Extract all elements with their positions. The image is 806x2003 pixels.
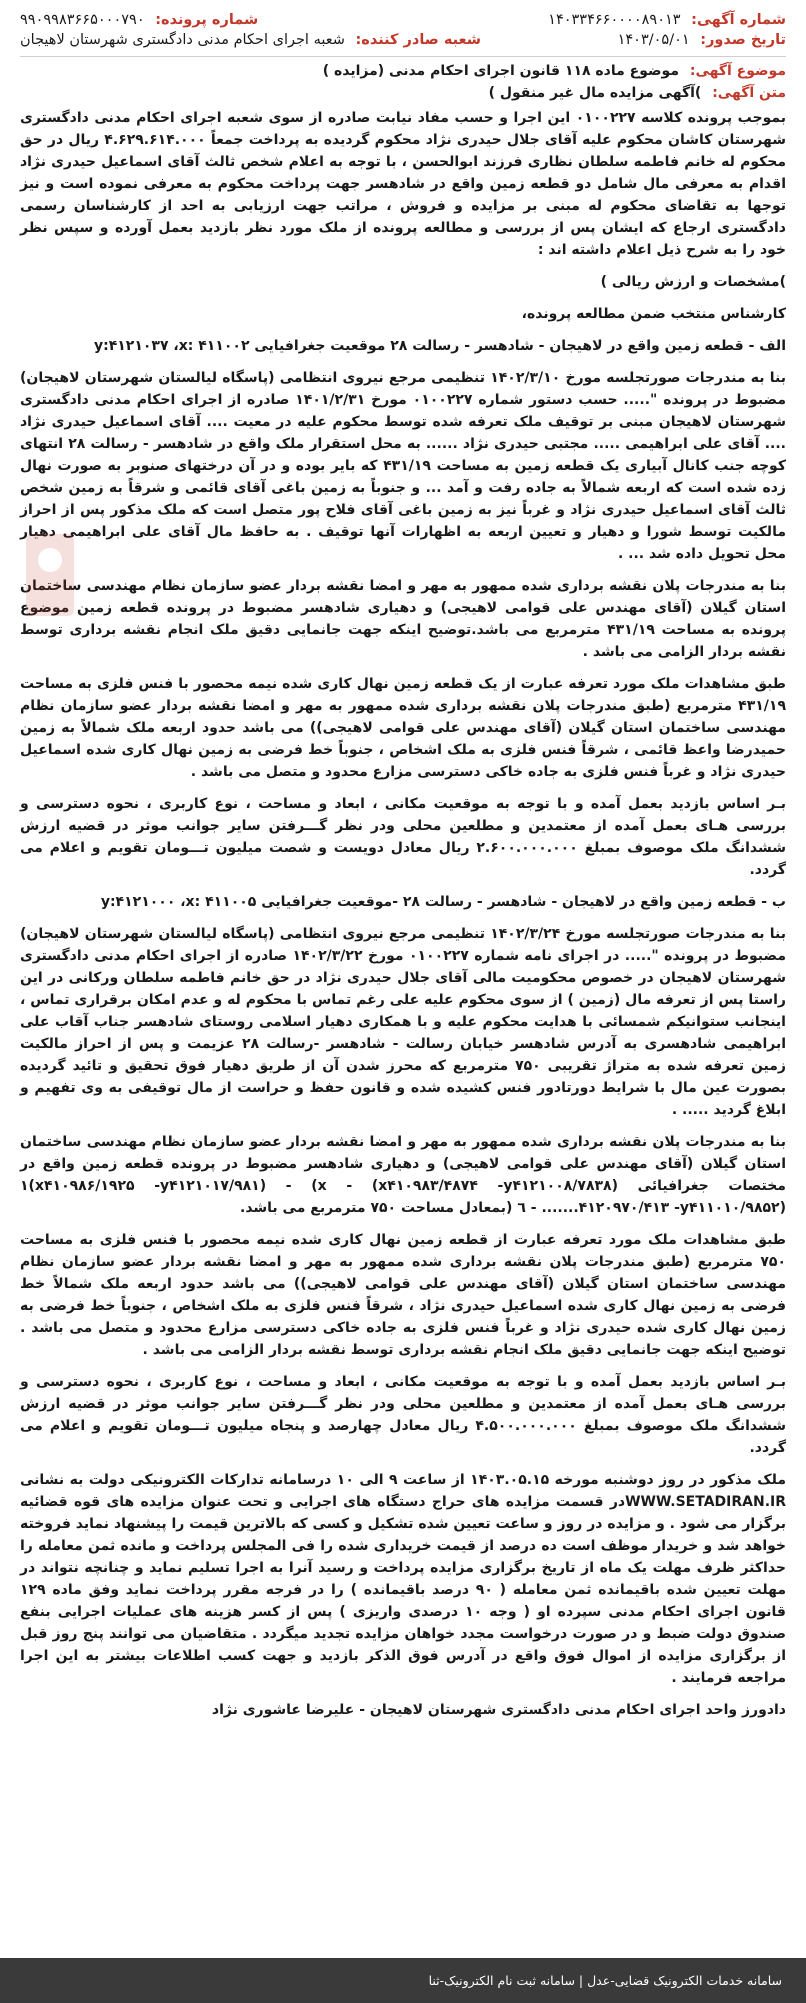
meta-row-2 <box>20 32 786 48</box>
logo-watermark-icon <box>22 530 78 620</box>
paragraph: ملک مذکور در روز دوشنبه مورخه ۱۴۰۳.۰۵.۱۵ از ساعت ۹ الی ۱۰ درسامانه تدارکات الکترونیکی دولت به نشانی WWW.SETADIRAN.IRدر قسمت مزایده های حراج دستگاه های اجرایی و تحت عنوان مزایده های قوه قضائیه برگزار می شود . و مزایده در روز و ساعت تعیین شده تشکیل و کسی که بالاترین قیمت را پیشنهاد نماید فروخته خواهد شد و خریدار موظف است ده درصد از قیمت خریداری شده را فی المجلس پرداخت و مانده ثمن معامله را حداکثر ظرف مهلت یک ماه از تاریخ برگزاری مزایده پرداخت و رسید آنرا به اجرا تسلیم نماید و چنانچه نتواند در مهلت تعیین شده باقیمانده ثمن معامله ( ۹۰ درصد باقیمانده ) را در فرجه مقرر پرداخت نماید وفق ماده ۱۲۹ قانون اجرای احکام مدنی سپرده او ( وجه ۱۰ درصدی واریزی ) پس از کسر هزینه های عملیات اجرایی بنفع صندوق دولت ضبط و در صورت درخواست مجدد خواهان مزایده تجدید میگردد . متقاضیان می توانند پنج روز قبل از برگزاری مزایده از اموال فوق واقع در آدرس فوق الذکر بازدید و جهت کسب اطلاعات بیشتر به این اجرا مراجعه فرمایند . <box>20 1472 787 1686</box>
notice-body <box>20 107 786 1721</box>
paragraph: بـر اساس بازدید بعمل آمده و با توجه به موقعیت مکانی ، ابعاد و مساحت ، نوع کاربری ، نحوه دسترسی و بررسی هـای بعمل آمده از معتمدین و مطلعین محلی ودر نظر گـــرفتن سایر جوانب موثر در قضیه ارزش ششدانگ ملک موصوف بمبلغ ۴.۵۰۰.۰۰۰.۰۰۰ ریال معادل چهارصد و پنجاه میلیون تـــومان تقویم و اعلام می گردد. <box>20 1374 787 1456</box>
body-title-label: متن آگهی: <box>712 85 786 101</box>
ad-number-label: شماره آگهی: <box>691 12 786 28</box>
paragraph: طبق مشاهدات ملک مورد تعرفه عبارت از قطعه زمین نهال کاری شده نیمه محصور با فنس فلزی به مساحت ۷۵۰ مترمربع (طبق مندرجات پلان نقشه برداری شده ممهور به مهر و امضا نقشه بردار عضو سازمان نظام مهندسی ساختمان استان گیلان (آقای مهندس علی قوامی لاهیجی)) می باشد حدود اربعه ملک شمالاً خط فرضی به زمین نهال کاری شده اسماعیل حیدری نژاد ، شرقاً فنس فلزی به ملک اشخاص ، جنوباً خط فرضی به زمین نهال کاری شده حیدری نژاد و غرباً فنس فلزی به جاده خاکی دسترسی مزارع محدود و متصل می باشد . توضیح اینکه جهت جانمایی دقیق ملک انجام نقشه برداری توسط نقشه بردار الزامی می باشد . <box>20 1232 786 1358</box>
subject-line <box>20 63 786 79</box>
paragraph: بنا به مندرجات صورتجلسه مورخ ۱۴۰۲/۳/۱۰ تنظیمی مرجع نیروی انتظامی (پاسگاه لیالستان شهرستان لاهیجان) مضبوط در پرونده "..... حسب دستور شماره ۰۱۰۰۲۲۷ مورخ ۱۴۰۱/۲/۳۱ صادره از اجرای احکام مدنی دادگستری شهرستان لاهیجان مبنی بر توقیف ملک تعرفه شده توسط محکوم علیه در معیت .... آقای اسماعیل حیدری نژاد .... آقای علی ابراهیمی ..... مجتبی حیدری نژاد ...... به محل استقرار ملک واقع در شادهسر - رسالت ۲۸ انتهای کوچه جنب کانال آبیاری یک قطعه زمین به مساحت ۴۳۱/۱۹ که بایر بوده و در آن درختهای صنوبر به صورت نهال زده شده است که اربعه شمالاً به جاده رفت و آمد ... و جنوباً به زمین باغی آقای قائمی و شرقاً به زمین شخص ثالث آقای اسماعیل حیدری نژاد و غرباً نیز به زمین باغی آقای فلاح پور متصل است که ملک مذکور پس از احراز مالکیت توسط شورا و دهیار و تعیین اربعه به اظهارات آنها توقیف . به حافظ مال آقای علی ابراهیمی دهیار محل تحویل داده شد ... . <box>20 370 786 562</box>
ad-number <box>548 12 786 28</box>
issue-date-value: ۱۴۰۳/۰۵/۰۱ <box>617 32 690 48</box>
ad-number-value: ۱۴۰۳۳۴۶۶۰۰۰۰۸۹۰۱۳ <box>548 12 681 28</box>
issuer <box>20 32 481 48</box>
issuer-label: شعبه صادر کننده: <box>355 32 481 48</box>
paragraph: بنا به مندرجات پلان نقشه برداری شده ممهور به مهر و امضا نقشه بردار عضو سازمان نظام مهندسی ساختمان استان گیلان (آقای مهندس علی قوامی لاهیجی) و دهیاری شادهسر مضبوط در پرونده قطعه زمین واقع در مختصات جغرافیائی (x۴۱۰۹۸۳/۴۸۷۴ -y۴۱۲۱۰۰۸/۷۸۳۸) - ۱(x۴۱۰۹۸۶/۱۹۲۵ -y۴۱۲۱۰۱۷/۹۸۱) - (x .......۴۱۲۰۹۷۰/۴۱۳ -y۴۱۱۰۱۰/۹۸۵۲) - ٦ (بمعادل مساحت ۷۵۰ مترمربع می باشد. <box>20 1134 786 1216</box>
issue-date <box>618 32 786 48</box>
paragraph: ب - قطعه زمین واقع در لاهیجان - شادهسر - رسالت ۲۸ -موقعیت جغرافیایی y:۴۱۲۱۰۰۰ ،x: ۴۱۱۰۰۵ <box>100 894 786 910</box>
meta-row-1 <box>20 12 786 28</box>
signature-line: دادورز واحد اجرای احکام مدنی دادگستری شهرستان لاهیجان - علیرضا عاشوری نژاد <box>211 1702 786 1718</box>
paragraph: بموجب پرونده کلاسه ۰۱۰۰۲۲۷ این اجرا و حسب مفاد نیابت صادره از سوی شعبه اجرای احکام مدنی دادگستری شهرستان کاشان محکوم علیه آقای جلال حیدری نژاد محکوم گردیده به پرداخت جمعاً ۴.۶۲۹.۶۱۴.۰۰۰ ریال در حق محکوم له خانم فاطمه سلطان نظاری فرزند ابوالحسن ، با توجه به اعلام شخص ثالث آقای اسماعیل حیدری نژاد اقدام به معرفی مال شامل دو قطعه زمین واقع در شادهسر جهت پرداخت محکوم به معرفی نموده است و نیز توجها به تقاضای محکوم له مبنی بر مزایده و فروش ، مراتب جهت ارزیابی به احد از کارشناسان رسمی دادگستری ارجاع که ایشان پس از بررسی و مطالعه پرونده از ملک مورد نظر بازدید بعمل آورده و سپس نظر خود را به شرح ذیل اعلام داشته اند : <box>20 110 786 258</box>
paragraph: بنا به مندرجات صورتجلسه مورخ ۱۴۰۲/۳/۲۴ تنظیمی مرجع نیروی انتظامی (پاسگاه لیالستان شهرستان لاهیجان) مضبوط در پرونده "..... در اجرای نامه شماره ۰۱۰۰۲۲۷ مورخ ۱۴۰۲/۳/۲۲ صادره از اجرای احکام مدنی دادگستری شهرستان لاهیجان در خصوص محکومیت مالی آقای جلال حیدری نژاد در حق خانم فاطمه سلطان ورکانی در این راستا پس از تعرفه مال (زمین ) از سوی محکوم علیه علی رغم تماس با محکوم له و عدم امکان برقراری تماس ، اینجانب ستوانیکم شمسائی با هدایت محکوم علیه و با همکاری دهیار اسلامی روستای شادهسر جناب آقاب علی ابراهیمی شادهسری به آدرس شادهسر خیابان رسالت - شادهسر -رسالت ۲۸ عزیمت و پس از احراز مالکیت زمین تعرفه شده به متراژ تقریبی ۷۵۰ مترمربع که محرز شدن آن از طریق دهیار فوق تحقیق و تائید گردیده بصورت عین مال با شرایط دورتادور فنس کشیده شده و قانون حفظ و حراست از مال توقیفی به وی تفهیم و ابلاغ گردید ..... . <box>20 926 787 1118</box>
site-footer <box>0 1958 806 2003</box>
paragraph: الف - قطعه زمین واقع در لاهیجان - شادهسر - رسالت ۲۸ موقعیت جغرافیایی y:۴۱۲۱۰۳۷ ،x: ۴۱۱۰۰۲ <box>93 338 786 354</box>
case-number-label: شماره پرونده: <box>155 12 259 28</box>
subject-value: موضوع ماده ۱۱۸ قانون اجرای احکام مدنی (مزایده ) <box>322 63 679 79</box>
issue-date-label: تاریخ صدور: <box>700 32 786 48</box>
body-title: )آگهی مزایده مال غیر منقول ) <box>488 85 702 101</box>
paragraph: کارشناس منتخب ضمن مطالعه پرونده، <box>521 306 786 322</box>
body-title-line <box>20 85 786 101</box>
issuer-value: شعبه اجرای احکام مدنی دادگستری شهرستان لاهیجان <box>20 32 345 48</box>
paragraph: طبق مشاهدات ملک مورد تعرفه عبارت از یک قطعه زمین نهال کاری شده نیمه محصور با فنس فلزی به مساحت ۴۳۱/۱۹ مترمربع (طبق مندرجات پلان نقشه برداری شده ممهور به مهر و امضا نقشه بردار عضو سازمان نظام مهندسی ساختمان استان گیلان (آقای مهندس علی قوامی لاهیجی)) می باشد حدود اربعه ملک شمالاً به زمین حمیدرضا واعظ قائمی ، شرقاً فنس فلزی به ملک اشخاص ، جنوباً خط فرضی به زمین نهال کاری شده اسماعیل حیدری نژاد و غرباً فنس فلزی به جاده خاکی دسترسی مزارع محدود و متصل می باشد . <box>20 676 786 780</box>
case-number-value: ۹۹۰۹۹۸۳۶۶۵۰۰۰۷۹۰ <box>20 12 145 28</box>
paragraph: بـر اساس بازدید بعمل آمده و با توجه به موقعیت مکانی ، ابعاد و مساحت ، نوع کاربری ، نحوه دسترسی و بررسی هـای بعمل آمده از معتمدین و مطلعین محلی ودر نظر گـــرفتن سایر جوانب موثر در قضیه ارزش ششدانگ ملک موصوف بمبلغ ۲.۶۰۰.۰۰۰.۰۰۰ ریال معادل دویست و شصت میلیون تـــومان تقویم و اعلام می گردد. <box>20 796 786 878</box>
case-number <box>20 12 258 28</box>
notice-page <box>8 0 798 1958</box>
divider <box>20 56 786 57</box>
footer-text[interactable]: سامانه خدمات الکترونیک قضایی-عدل | سامانه ثبت نام الکترونیک-ثنا <box>428 1973 782 1988</box>
paragraph: )مشخصات و ارزش ریالی ) <box>600 274 786 290</box>
paragraph: بنا به مندرجات پلان نقشه برداری شده ممهور به مهر و امضا نقشه بردار عضو سازمان نظام مهندسی ساختمان استان گیلان (آقای مهندس علی قوامی لاهیجی) و دهیاری شادهسر مضبوط در پرونده قطعه زمین موضوع پرونده به مساحت ۴۳۱/۱۹ مترمربع می باشد.توضیح اینکه جهت جانمایی دقیق ملک انجام نقشه برداری توسط نقشه بردار الزامی می باشد . <box>20 578 787 660</box>
subject-label: موضوع آگهی: <box>689 63 786 79</box>
